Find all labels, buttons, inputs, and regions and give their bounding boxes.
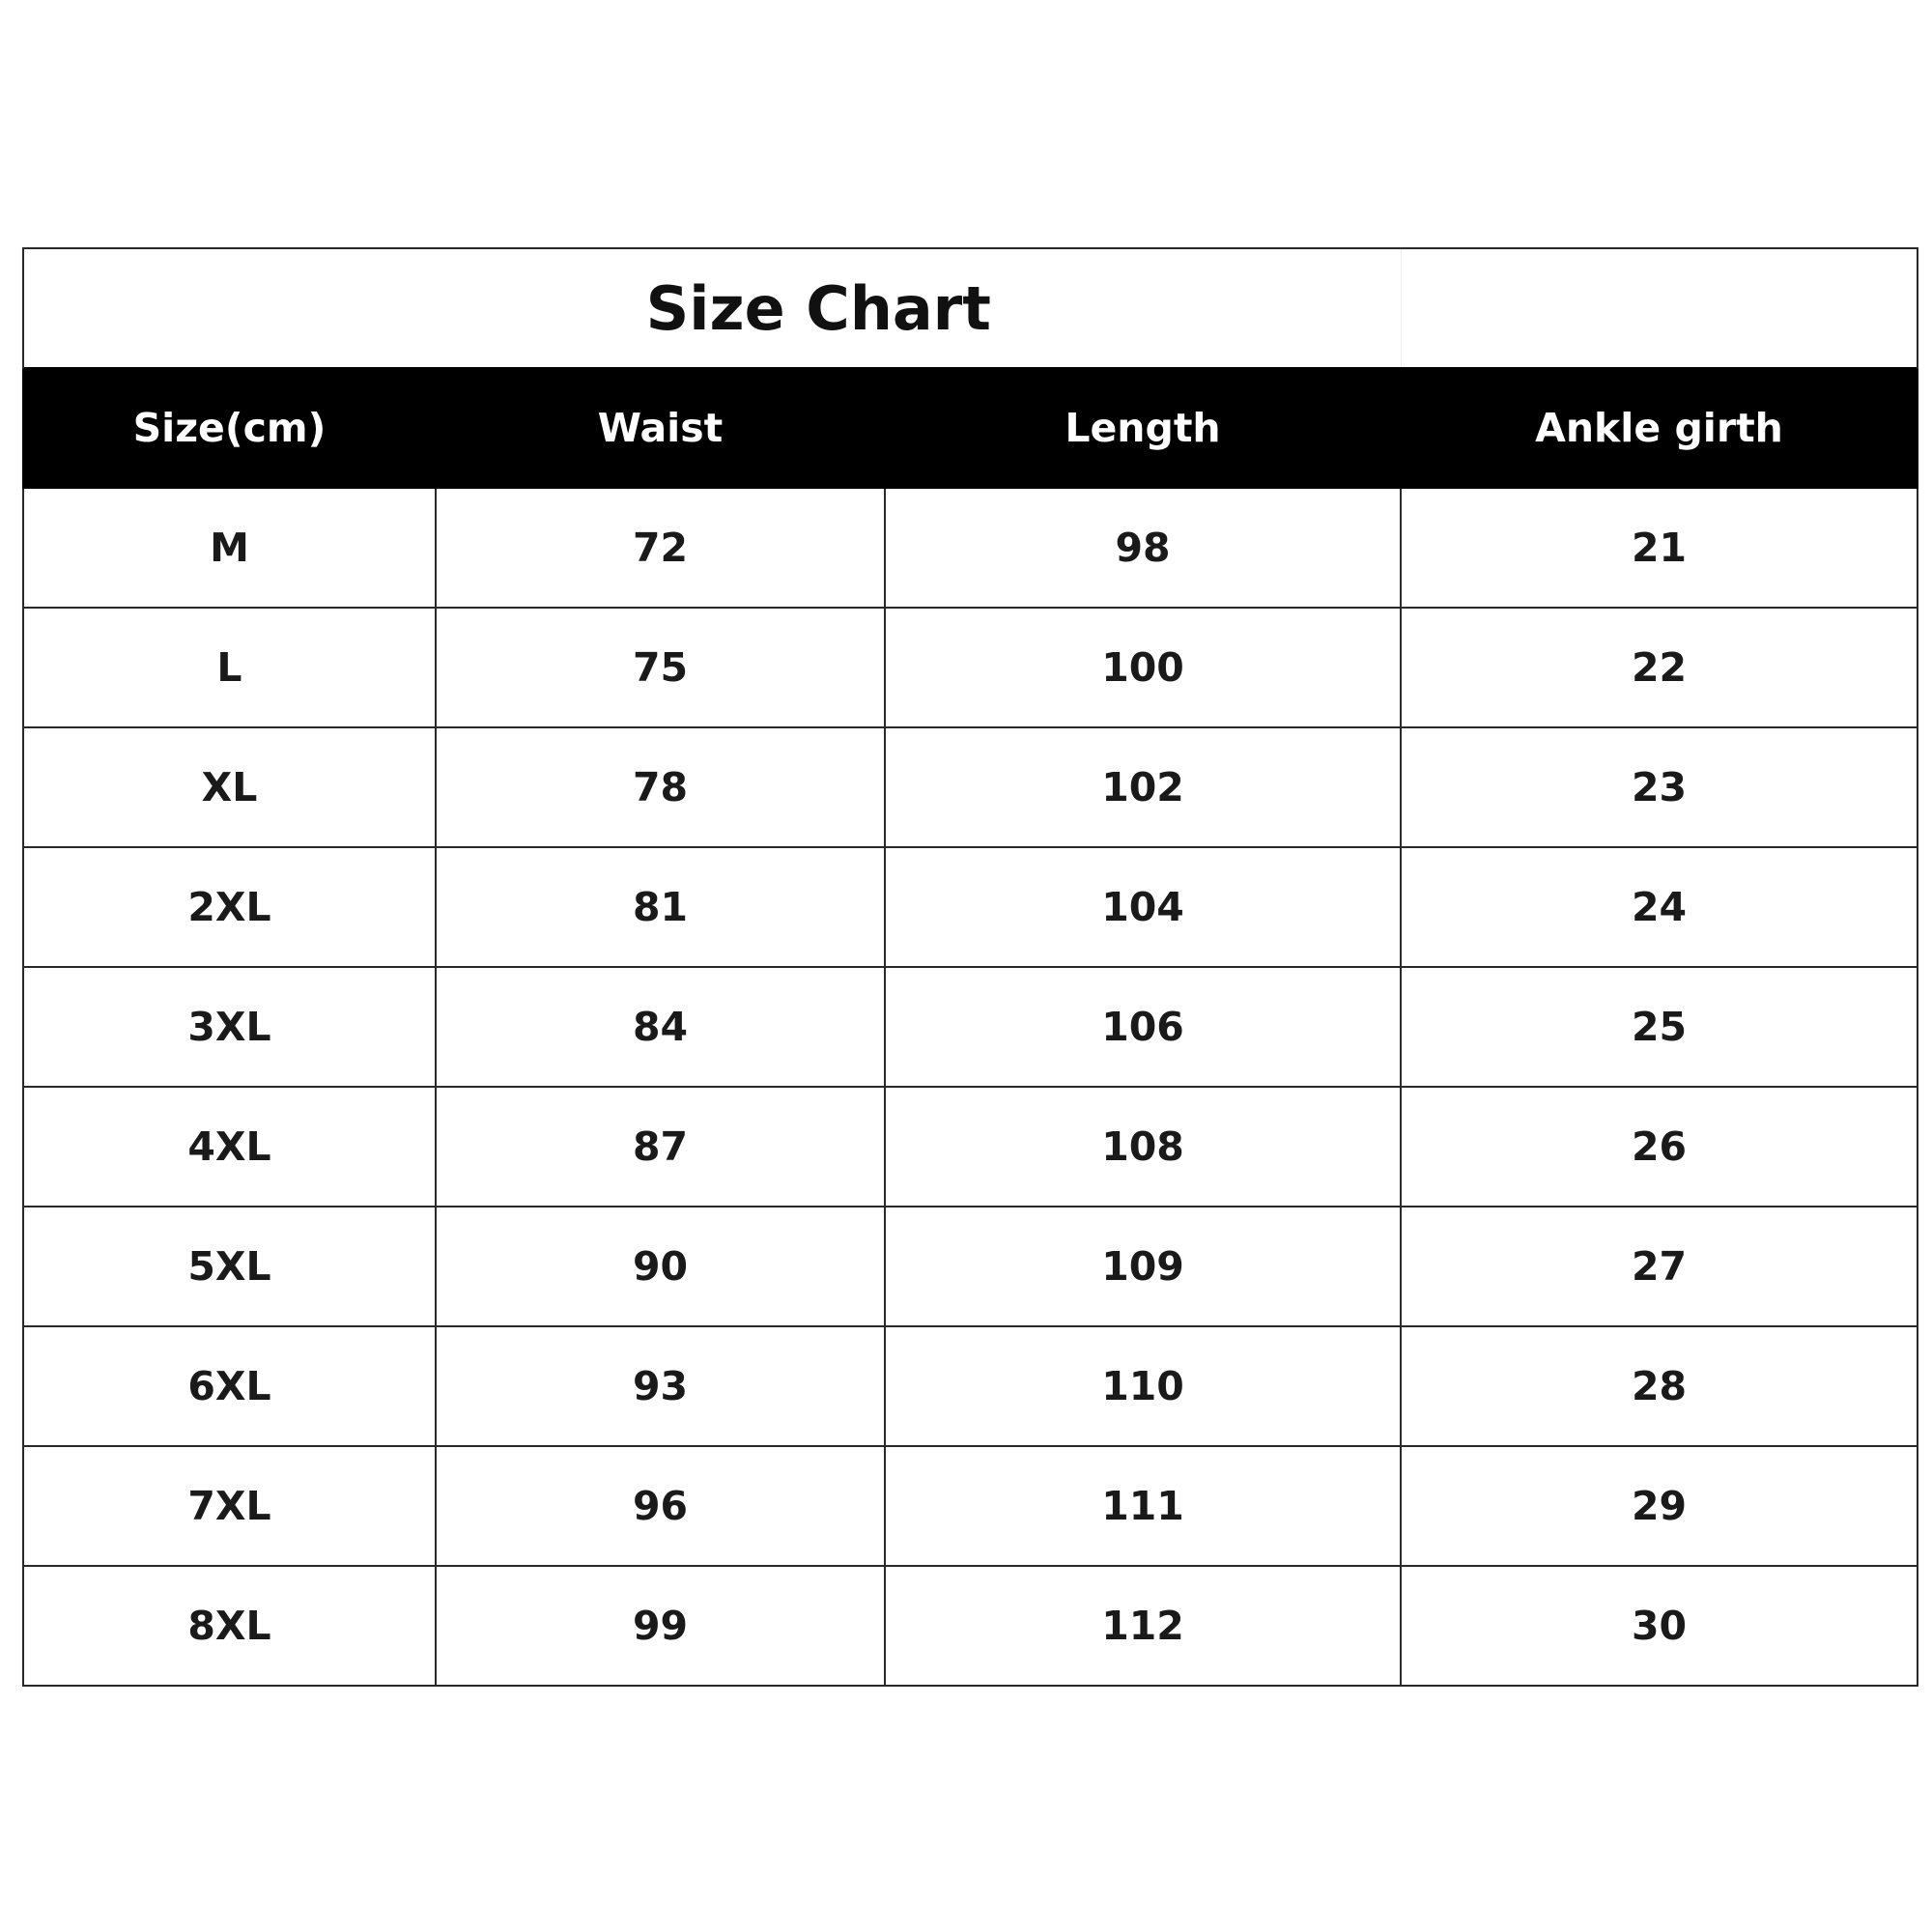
length-cell: 106 xyxy=(885,967,1401,1087)
size-cell: 5XL xyxy=(23,1207,436,1326)
size-chart-table xyxy=(22,247,1918,1687)
ankle-girth-cell: 26 xyxy=(1401,1087,1918,1207)
size-cell: XL xyxy=(23,727,436,847)
ankle-girth-cell: 27 xyxy=(1401,1207,1918,1326)
length-cell: 98 xyxy=(885,488,1401,608)
waist-cell: 78 xyxy=(436,727,885,847)
ankle-girth-cell: 28 xyxy=(1401,1326,1918,1446)
waist-column-header: Waist xyxy=(436,368,885,488)
size-cell: 2XL xyxy=(23,847,436,967)
waist-cell: 81 xyxy=(436,847,885,967)
length-column-header: Length xyxy=(885,368,1401,488)
size-cell: M xyxy=(23,488,436,608)
table-row xyxy=(23,727,1918,847)
table-row xyxy=(23,1566,1918,1686)
length-cell: 108 xyxy=(885,1087,1401,1207)
waist-cell: 99 xyxy=(436,1566,885,1686)
table-row xyxy=(23,1446,1918,1566)
column-header-row xyxy=(23,368,1918,488)
waist-cell: 84 xyxy=(436,967,885,1087)
waist-cell: 87 xyxy=(436,1087,885,1207)
size-cell: L xyxy=(23,608,436,727)
title-blank-cell xyxy=(1401,248,1918,368)
table-row xyxy=(23,847,1918,967)
table-row xyxy=(23,1087,1918,1207)
length-cell: 104 xyxy=(885,847,1401,967)
table-row xyxy=(23,608,1918,727)
ankle-girth-cell: 25 xyxy=(1401,967,1918,1087)
title-row xyxy=(23,248,1918,368)
length-cell: 111 xyxy=(885,1446,1401,1566)
length-cell: 100 xyxy=(885,608,1401,727)
length-cell: 110 xyxy=(885,1326,1401,1446)
ankle-girth-cell: 24 xyxy=(1401,847,1918,967)
waist-cell: 93 xyxy=(436,1326,885,1446)
table-row xyxy=(23,1326,1918,1446)
size-cell: 4XL xyxy=(23,1087,436,1207)
length-cell: 102 xyxy=(885,727,1401,847)
size-cell: 3XL xyxy=(23,967,436,1087)
size-cell: 7XL xyxy=(23,1446,436,1566)
size-table-body xyxy=(23,488,1918,1686)
chart-title: Size Chart xyxy=(645,272,991,344)
chart-title-cell xyxy=(23,248,1401,368)
waist-cell: 96 xyxy=(436,1446,885,1566)
ankle-girth-column-header: Ankle girth xyxy=(1401,368,1918,488)
size-cell: 8XL xyxy=(23,1566,436,1686)
table-row xyxy=(23,1207,1918,1326)
table-row xyxy=(23,488,1918,608)
ankle-girth-cell: 23 xyxy=(1401,727,1918,847)
ankle-girth-cell: 21 xyxy=(1401,488,1918,608)
waist-cell: 72 xyxy=(436,488,885,608)
table-row xyxy=(23,967,1918,1087)
length-cell: 112 xyxy=(885,1566,1401,1686)
ankle-girth-cell: 30 xyxy=(1401,1566,1918,1686)
size-cell: 6XL xyxy=(23,1326,436,1446)
ankle-girth-cell: 22 xyxy=(1401,608,1918,727)
ankle-girth-cell: 29 xyxy=(1401,1446,1918,1566)
length-cell: 109 xyxy=(885,1207,1401,1326)
waist-cell: 75 xyxy=(436,608,885,727)
size-column-header: Size(cm) xyxy=(23,368,436,488)
waist-cell: 90 xyxy=(436,1207,885,1326)
